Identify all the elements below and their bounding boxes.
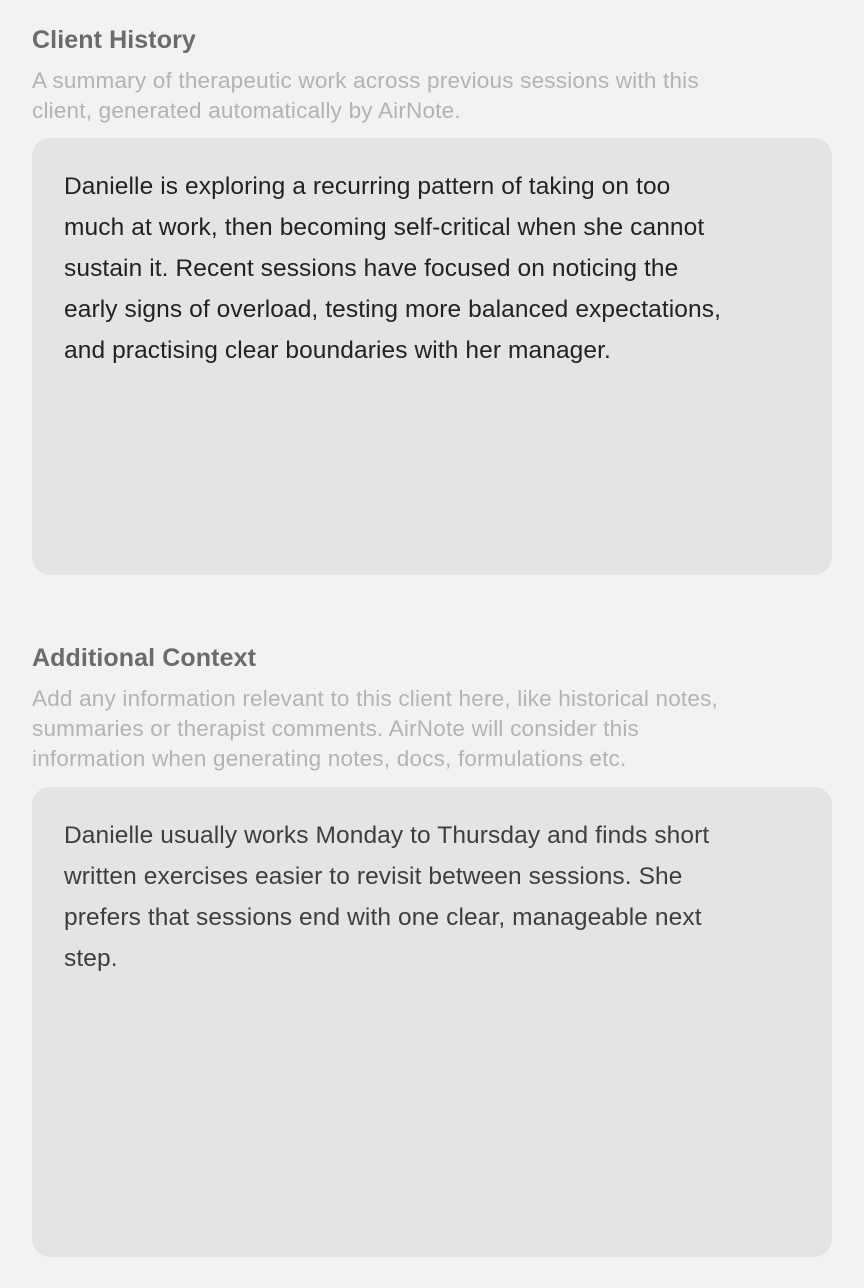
additional-context-title: Additional Context	[32, 644, 257, 672]
additional-context-description: Add any information relevant to this client here, like historical notes, summaries or therapist comments. AirNote will consider this information when generating notes, docs, formulations etc.	[32, 686, 718, 771]
additional-context-text[interactable]: Danielle usually works Monday to Thursday and finds short written exercises easier to revisit between sessions. She prefers that sessions end with one clear, manageable next step.	[64, 822, 710, 972]
client-history-summary-box	[32, 138, 832, 575]
additional-context-section	[32, 640, 832, 1257]
additional-context-input[interactable]	[32, 787, 832, 1257]
client-history-summary-text: Danielle is exploring a recurring pattern of taking on too much at work, then becoming self-critical when she cannot sustain it. Recent sessions have focused on noticing the early signs of overload, testing more balanced expectations, and practising clear boundaries with her manager.	[64, 173, 721, 364]
client-history-description: A summary of therapeutic work across previous sessions with this client, generated automatically by AirNote.	[32, 68, 699, 123]
client-history-section	[32, 22, 832, 575]
client-history-title: Client History	[32, 26, 196, 54]
